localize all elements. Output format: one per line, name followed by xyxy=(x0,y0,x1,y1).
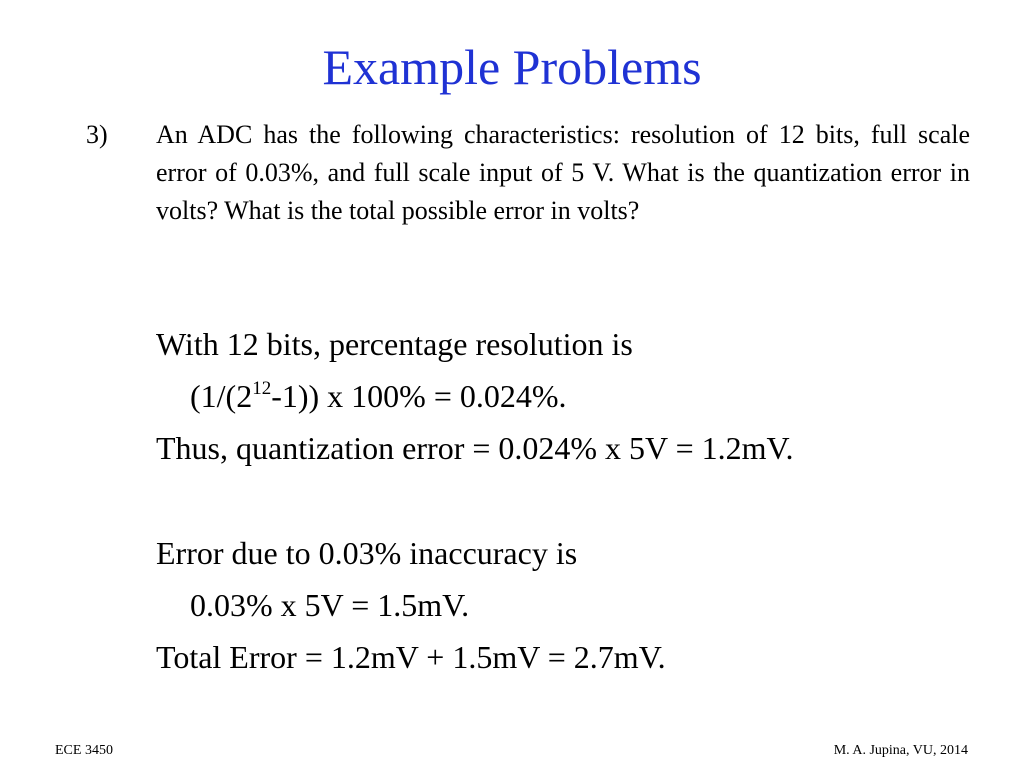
solution-inaccuracy-intro: Error due to 0.03% inaccuracy is xyxy=(156,535,578,571)
solution-inaccuracy-formula: 0.03% x 5V = 1.5mV. xyxy=(190,587,470,623)
footer-course: ECE 3450 xyxy=(55,743,113,758)
solution-resolution-intro: With 12 bits, percentage resolution is xyxy=(156,326,633,362)
solution-block xyxy=(156,318,976,683)
solution-resolution-formula xyxy=(156,370,976,422)
slide-title: Example Problems xyxy=(322,39,702,95)
formula-exponent: 12 xyxy=(252,378,272,400)
problem-number: 3) xyxy=(86,120,108,149)
problem-text: An ADC has the following characteristics: resolution of 12 bits, full scale error of 0.03%, and full scale input of 5 V. What is the quantization error in volts? What is the total possible error in volts? xyxy=(156,120,970,225)
formula-prefix: (1/(2 xyxy=(190,378,253,414)
formula-suffix: -1)) x 100% = 0.024%. xyxy=(271,378,567,414)
spacer xyxy=(156,474,976,527)
footer-author: M. A. Jupina, VU, 2014 xyxy=(833,743,968,758)
solution-quantization-error: Thus, quantization error = 0.024% x 5V = 1.2mV. xyxy=(156,430,794,466)
solution-total-error: Total Error = 1.2mV + 1.5mV = 2.7mV. xyxy=(156,639,666,675)
